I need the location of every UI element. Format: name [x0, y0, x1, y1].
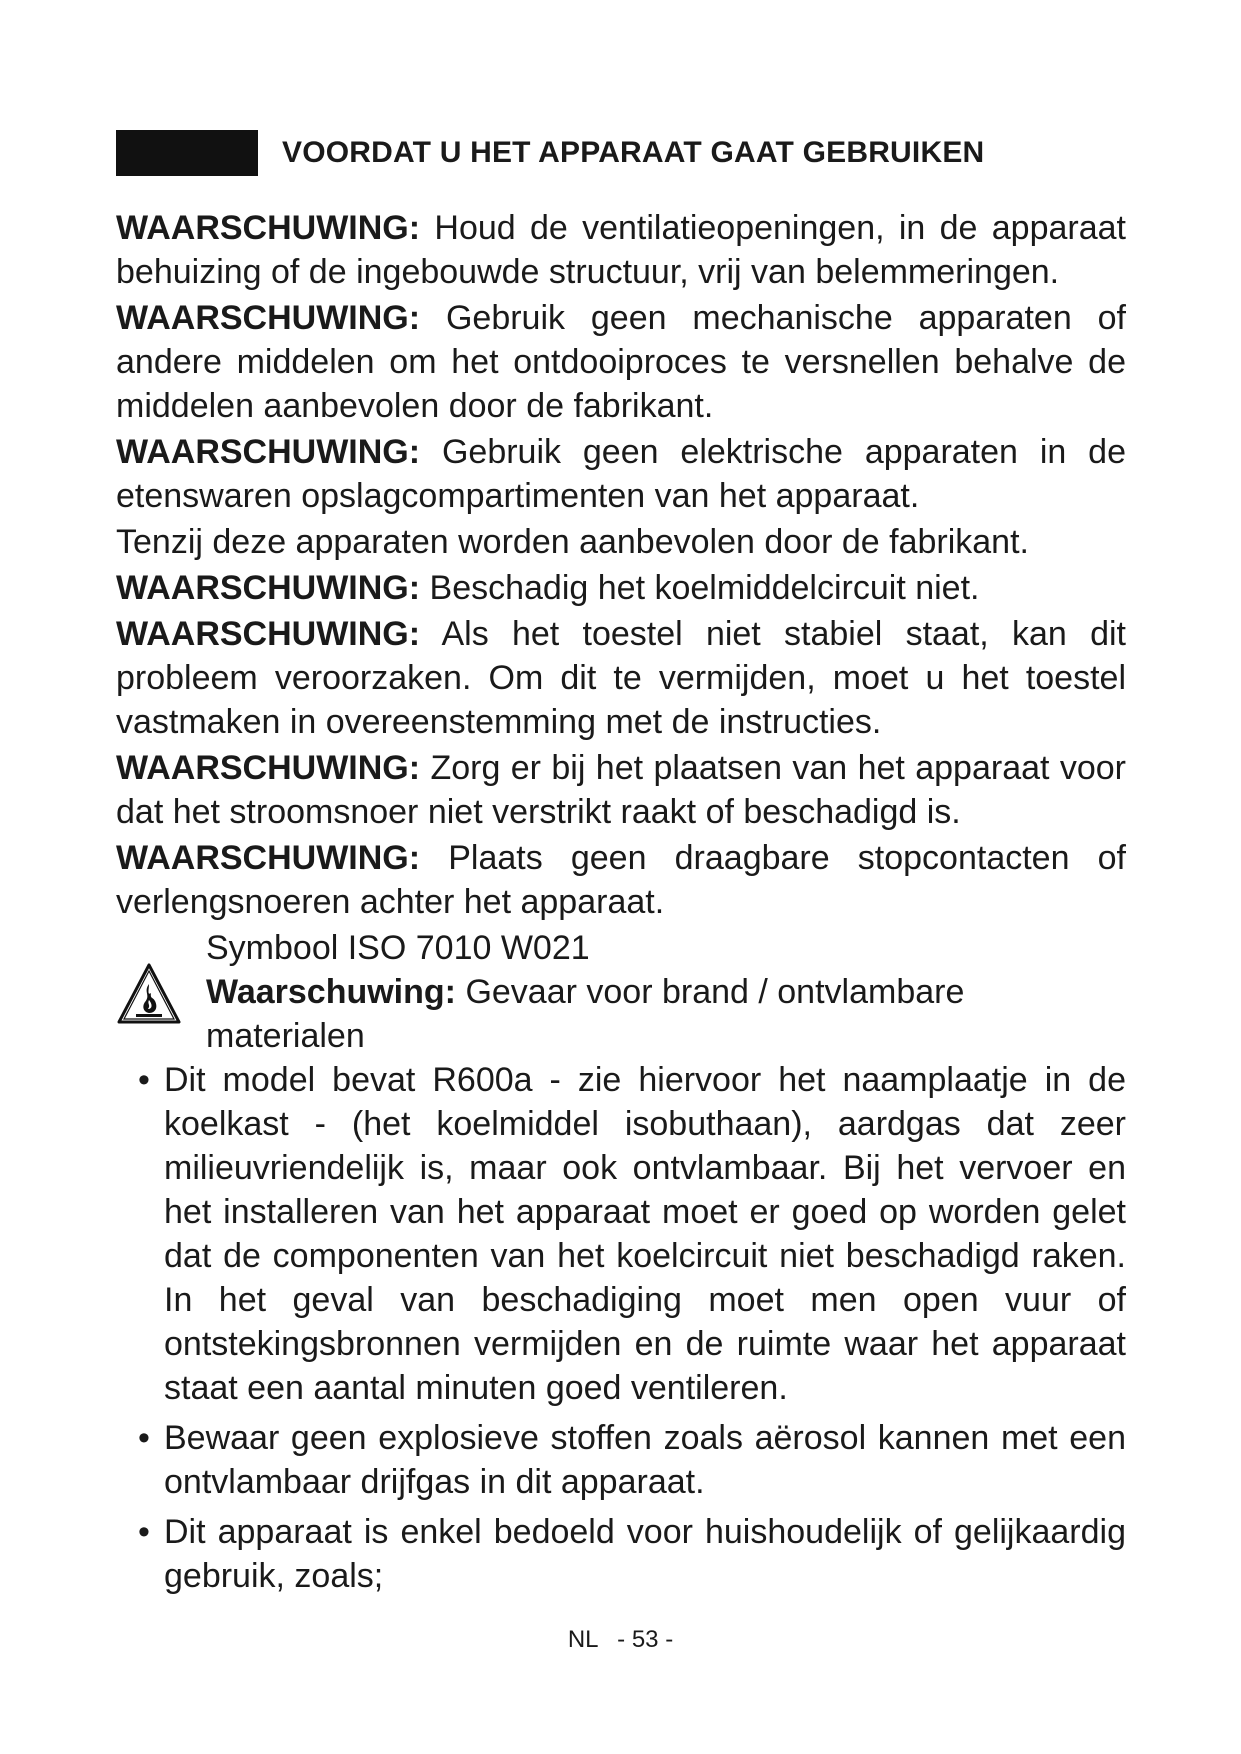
content-body	[116, 206, 1126, 1604]
fire-warning-text: Waarschuwing: Gevaar voor brand / ontvlambare materialen	[206, 973, 965, 1055]
bullet-dot: •	[138, 1513, 150, 1551]
warning-paragraph-3: WAARSCHUWING: Gebruik geen elektrische apparaten in de etenswaren opslagcompartimenten van het apparaat.	[116, 433, 1126, 515]
list-item: • Dit model bevat R600a - zie hiervoor het naamplaatje in de koelkast - (het koelmiddel isobuthaan), aardgas dat zeer milieuvriendelijk is, maar ook ontvlambaar. Bij het vervoer en het installeren van het apparaat moet er goed op worden gelet dat de componenten van het koelcircuit niet beschadigd raken. In het geval van beschadiging moet men open vuur of ontstekingsbronnen vermijden en de ruimte waar het apparaat staat een aantal minuten goed ventileren.	[116, 1058, 1126, 1410]
iso-symbol-block	[116, 926, 1126, 1058]
header-black-bar	[116, 130, 258, 176]
warning-paragraph-6: WAARSCHUWING: Zorg er bij het plaatsen van het apparaat voor dat het stroomsnoer niet verstrikt raakt of beschadigd is.	[116, 749, 1126, 831]
section-title: VOORDAT U HET APPARAAT GAAT GEBRUIKEN	[282, 136, 985, 169]
page-number: - 53 -	[617, 1626, 674, 1653]
warning-paragraph-2: WAARSCHUWING: Gebruik geen mechanische apparaten of andere middelen om het ontdooiproces te versnellen behalve de middelen aanbevolen door de fabrikant.	[116, 299, 1126, 425]
list-item: • Bewaar geen explosieve stoffen zoals aërosol kannen met een ontvlambaar drijfgas in dit apparaat.	[116, 1416, 1126, 1504]
warning-paragraph-4: WAARSCHUWING: Beschadig het koelmiddelcircuit niet.	[116, 569, 980, 607]
bullet-list	[116, 1058, 1126, 1598]
page-footer	[0, 1626, 1241, 1654]
warning-paragraph-5: WAARSCHUWING: Als het toestel niet stabiel staat, kan dit probleem veroorzaken. Om dit te vermijden, moet u het toestel vastmaken in overeenstemming met de instructies.	[116, 615, 1126, 741]
warning-paragraph-7: WAARSCHUWING: Plaats geen draagbare stopcontacten of verlengsnoeren achter het apparaat.	[116, 839, 1126, 921]
language-code: NL	[567, 1626, 599, 1653]
section-header	[116, 130, 984, 176]
iso-symbol-code: Symbool ISO 7010 W021	[206, 929, 590, 967]
bullet-dot: •	[138, 1419, 150, 1457]
iso-symbol-text	[206, 926, 1126, 1058]
warning-paragraph-1: WAARSCHUWING: Houd de ventilatieopeningen, in de apparaat behuizing of de ingebouwde structuur, vrij van belemmeringen.	[116, 209, 1126, 291]
list-item: • Dit apparaat is enkel bedoeld voor huishoudelijk of gelijkaardig gebruik, zoals;	[116, 1510, 1126, 1598]
fire-warning-triangle-icon	[116, 962, 182, 1028]
bullet-dot: •	[138, 1061, 150, 1099]
note-paragraph: Tenzij deze apparaten worden aanbevolen door de fabrikant.	[116, 523, 1029, 561]
